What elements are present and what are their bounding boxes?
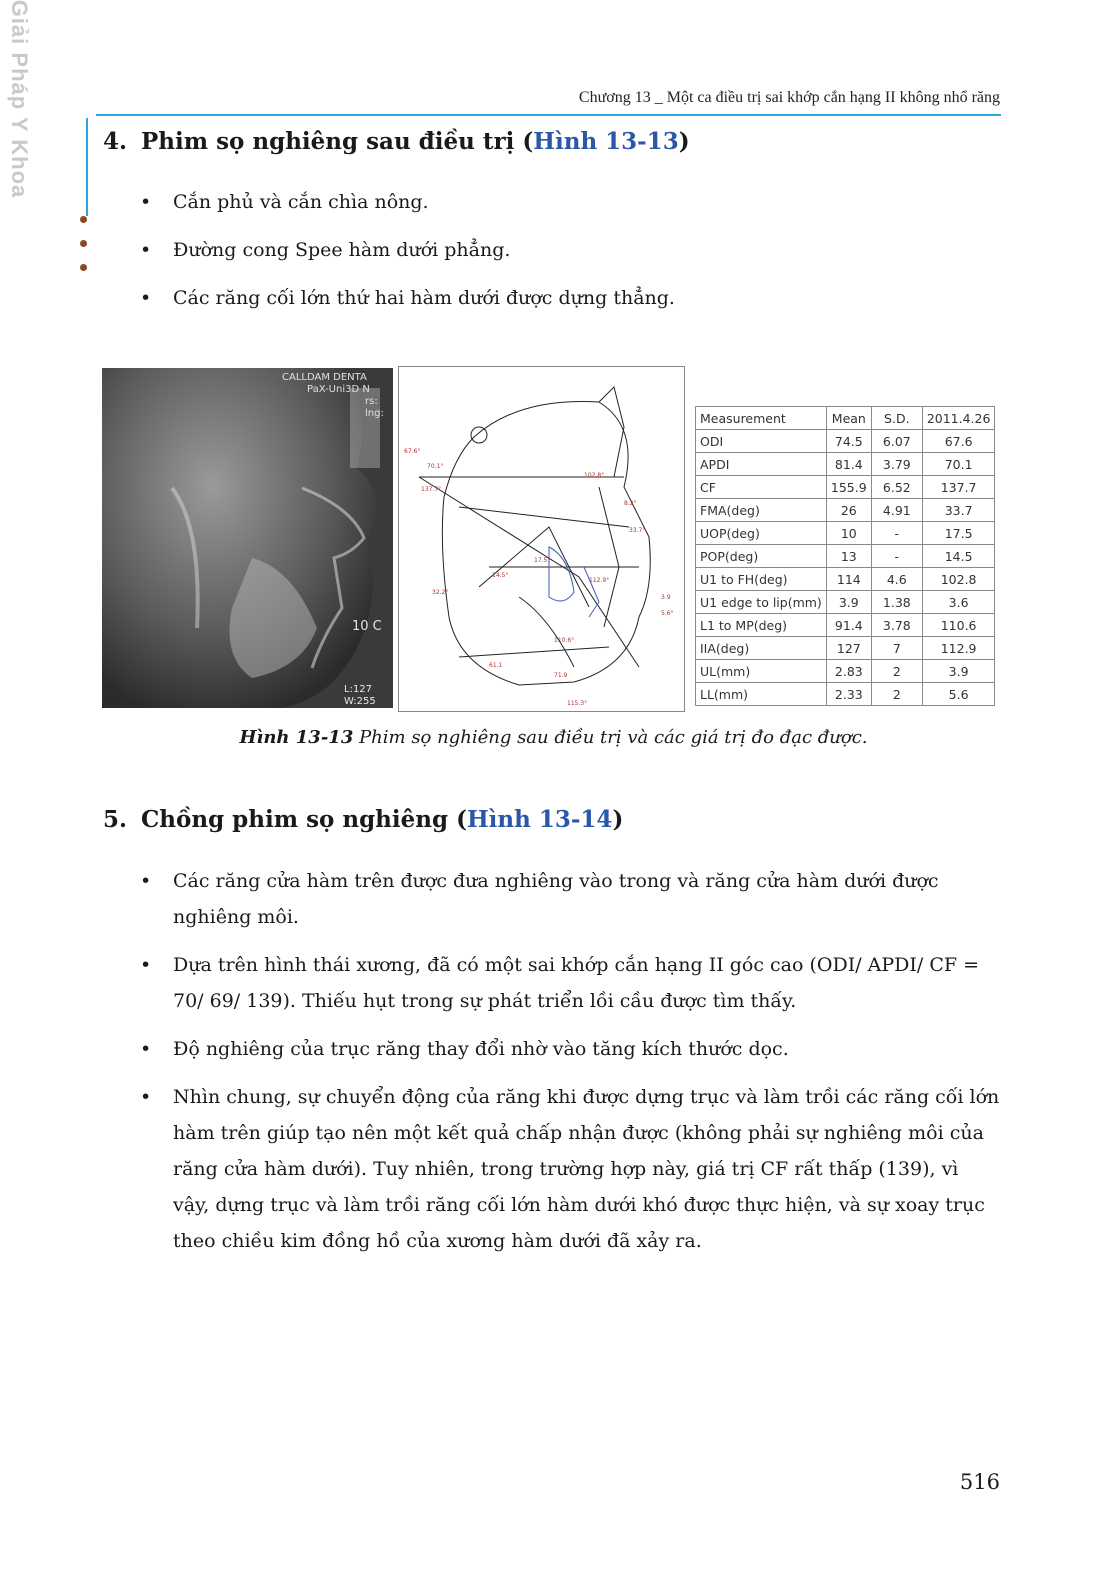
figure-ref-link[interactable]: Hình 13-13 bbox=[533, 128, 679, 155]
measurement-name-cell: APDI bbox=[696, 453, 827, 476]
measurement-value-cell: 13 bbox=[826, 545, 871, 568]
measurement-value-cell: 2 bbox=[871, 683, 922, 706]
table-row bbox=[696, 637, 995, 660]
measurement-value-cell: 102.8 bbox=[922, 568, 995, 591]
tracing-label: 14.5° bbox=[492, 572, 509, 579]
table-row bbox=[696, 568, 995, 591]
measurement-name-cell: CF bbox=[696, 476, 827, 499]
xray-overlay-text: rs: bbox=[365, 396, 378, 407]
measurement-name-cell: U1 to FH(deg) bbox=[696, 568, 827, 591]
list-item: • Cắn phủ và cắn chìa nông. bbox=[140, 184, 1000, 220]
measurement-value-cell: 2.83 bbox=[826, 660, 871, 683]
caption-label: Hình 13-13 bbox=[239, 727, 354, 748]
side-brand-watermark: Giải Pháp Y Khoa bbox=[7, 0, 32, 199]
measurement-value-cell: 7 bbox=[871, 637, 922, 660]
measurement-table bbox=[695, 406, 995, 706]
section-4-heading: 4. Phim sọ nghiêng sau điều trị (Hình 13-13) bbox=[103, 128, 690, 155]
list-item: • Dựa trên hình thái xương, đã có một sai khớp cắn hạng II góc cao (ODI/ APDI/ CF = 70/ 69/ 139). Thiếu hụt trong sự phát triển lồi cầu được tìm thấy. bbox=[140, 947, 1000, 1019]
table-row bbox=[696, 591, 995, 614]
measurement-value-cell: 110.6 bbox=[922, 614, 995, 637]
list-item: • Các răng cối lớn thứ hai hàm dưới được dựng thẳng. bbox=[140, 280, 1000, 316]
measurement-name-cell: U1 edge to lip(mm) bbox=[696, 591, 827, 614]
measurement-value-cell: 2 bbox=[871, 660, 922, 683]
list-item: • Độ nghiêng của trục răng thay đổi nhờ vào tăng kích thước dọc. bbox=[140, 1031, 1000, 1067]
table-row bbox=[696, 499, 995, 522]
measurement-value-cell: 114 bbox=[826, 568, 871, 591]
measurement-value-cell: 2.33 bbox=[826, 683, 871, 706]
measurement-name-cell: ODI bbox=[696, 430, 827, 453]
tracing-label: 115.3° bbox=[567, 700, 588, 707]
measurement-value-cell: - bbox=[871, 522, 922, 545]
column-header: S.D. bbox=[871, 407, 922, 430]
header-rule bbox=[96, 114, 1001, 116]
measurement-value-cell: 26 bbox=[826, 499, 871, 522]
measurement-value-cell: 91.4 bbox=[826, 614, 871, 637]
measurement-value-cell: 3.78 bbox=[871, 614, 922, 637]
measurement-value-cell: 3.79 bbox=[871, 453, 922, 476]
tracing-label: 137.7° bbox=[421, 486, 442, 493]
measurement-value-cell: 4.6 bbox=[871, 568, 922, 591]
measurement-value-cell: 67.6 bbox=[922, 430, 995, 453]
table-row bbox=[696, 660, 995, 683]
table-row bbox=[696, 476, 995, 499]
measurement-name-cell: POP(deg) bbox=[696, 545, 827, 568]
measurement-name-cell: LL(mm) bbox=[696, 683, 827, 706]
list-item: • Nhìn chung, sự chuyển động của răng khi được dựng trục và làm trồi các răng cối lớn hàm trên giúp tạo nên một kết quả chấp nhận được (không phải sự nghiêng môi của răng cửa hàm dưới). Tuy nhiên, trong trường hợp này, giá trị CF rất thấp (139), vì vậy, dựng trục và làm trồi răng cối lớn hàm dưới khó được thực hiện, và sự xoay trục theo chiều kim đồng hồ của xương hàm dưới đã xảy ra. bbox=[140, 1079, 1000, 1259]
measurement-value-cell: 112.9 bbox=[922, 637, 995, 660]
section-5-bullets bbox=[140, 863, 1000, 1259]
list-item: • Đường cong Spee hàm dưới phẳng. bbox=[140, 232, 1000, 268]
measurement-name-cell: IIA(deg) bbox=[696, 637, 827, 660]
xray-overlay-text: lng: bbox=[365, 408, 384, 419]
tracing-label: 67.6° bbox=[404, 448, 421, 455]
measurement-value-cell: 3.9 bbox=[826, 591, 871, 614]
measurement-value-cell: 5.6 bbox=[922, 683, 995, 706]
tracing-label: 110.6° bbox=[554, 637, 575, 644]
caption-text: Phim sọ nghiêng sau điều trị và các giá trị đo đạc được. bbox=[353, 727, 868, 748]
measurement-value-cell: 81.4 bbox=[826, 453, 871, 476]
measurement-name-cell: FMA(deg) bbox=[696, 499, 827, 522]
xray-overlay-text: W:255 bbox=[344, 696, 376, 707]
xray-overlay-text: CALLDAM DENTA bbox=[282, 372, 367, 383]
measurement-value-cell: 127 bbox=[826, 637, 871, 660]
section-5-heading: 5. Chồng phim sọ nghiêng (Hình 13-14) bbox=[103, 806, 624, 833]
cephalometric-xray-image bbox=[102, 368, 393, 708]
measurement-value-cell: 6.52 bbox=[871, 476, 922, 499]
measurement-value-cell: 70.1 bbox=[922, 453, 995, 476]
table-header-row bbox=[696, 407, 995, 430]
measurement-value-cell: 14.5 bbox=[922, 545, 995, 568]
tracing-label: 71.9 bbox=[554, 672, 568, 679]
table-row bbox=[696, 430, 995, 453]
decorative-dots bbox=[80, 216, 87, 288]
table-row bbox=[696, 614, 995, 637]
measurement-value-cell: 33.7 bbox=[922, 499, 995, 522]
column-header: 2011.4.26 bbox=[922, 407, 995, 430]
measurement-table-body bbox=[696, 430, 995, 706]
measurement-value-cell: 10 bbox=[826, 522, 871, 545]
measurement-value-cell: 155.9 bbox=[826, 476, 871, 499]
measurement-value-cell: 74.5 bbox=[826, 430, 871, 453]
xray-overlay-text: L:127 bbox=[344, 684, 373, 695]
measurement-name-cell: UOP(deg) bbox=[696, 522, 827, 545]
running-header: Chương 13 _ Một ca điều trị sai khớp cắn hạng II không nhổ răng bbox=[578, 89, 1000, 106]
figure-caption bbox=[0, 727, 1107, 748]
tracing-label: 32.2° bbox=[432, 589, 449, 596]
tracing-label: 70.1° bbox=[427, 463, 444, 470]
tracing-label: 61.1 bbox=[489, 662, 503, 669]
measurement-value-cell: 6.07 bbox=[871, 430, 922, 453]
list-item: • Các răng cửa hàm trên được đưa nghiêng vào trong và răng cửa hàm dưới được nghiêng môi. bbox=[140, 863, 1000, 935]
measurement-name-cell: UL(mm) bbox=[696, 660, 827, 683]
tracing-label: 112.9° bbox=[589, 577, 610, 584]
column-header: Mean bbox=[826, 407, 871, 430]
measurement-value-cell: 3.9 bbox=[922, 660, 995, 683]
measurement-value-cell: 4.91 bbox=[871, 499, 922, 522]
measurement-name-cell: L1 to MP(deg) bbox=[696, 614, 827, 637]
column-header: Measurement bbox=[696, 407, 827, 430]
measurement-value-cell: - bbox=[871, 545, 922, 568]
tracing-label: 33.7° bbox=[629, 527, 646, 534]
tracing-label: 3.9 bbox=[661, 594, 671, 601]
table-row bbox=[696, 522, 995, 545]
tracing-label: 102.8° bbox=[584, 472, 605, 479]
measurement-value-cell: 137.7 bbox=[922, 476, 995, 499]
xray-overlay-text: 10 C bbox=[352, 619, 382, 634]
section-4-bullets bbox=[140, 184, 1000, 316]
header-rule-vertical bbox=[86, 118, 88, 216]
table-row bbox=[696, 453, 995, 476]
measurement-value-cell: 17.5 bbox=[922, 522, 995, 545]
table-row bbox=[696, 545, 995, 568]
xray-overlay-text: PaX-Uni3D N bbox=[307, 384, 370, 395]
tracing-label: 5.6° bbox=[661, 610, 674, 617]
tracing-label: 17.5° bbox=[534, 557, 551, 564]
measurement-value-cell: 1.38 bbox=[871, 591, 922, 614]
figure-ref-link[interactable]: Hình 13-14 bbox=[466, 806, 613, 833]
figure-13-13 bbox=[102, 366, 1000, 710]
measurement-value-cell: 3.6 bbox=[922, 591, 995, 614]
table-row bbox=[696, 683, 995, 706]
cephalometric-tracing bbox=[398, 366, 685, 712]
page-number: 516 bbox=[959, 1470, 1000, 1494]
tracing-label: 8.2° bbox=[624, 500, 637, 507]
